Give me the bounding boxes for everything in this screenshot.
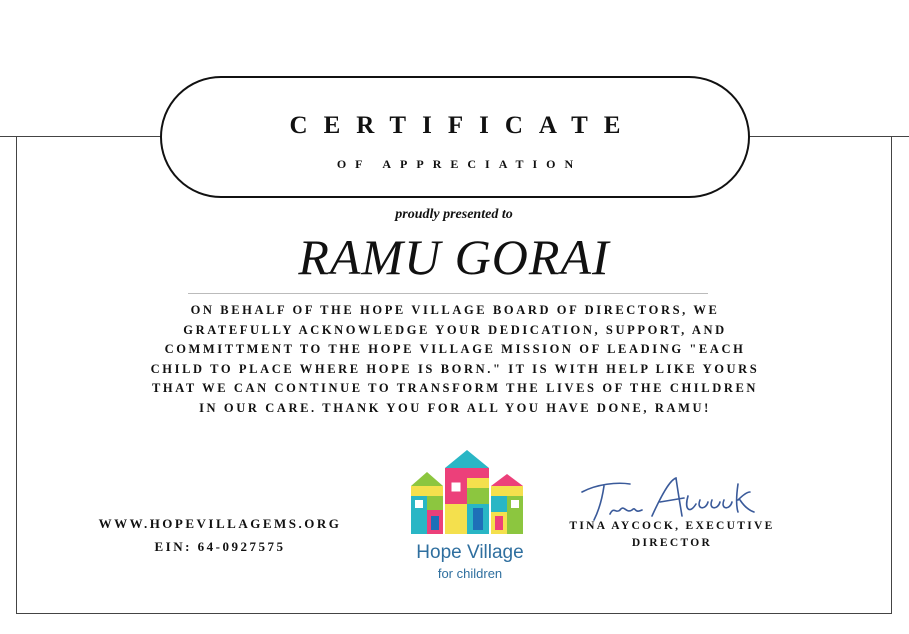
ein-number: EIN: 64-0927575 xyxy=(154,539,286,554)
hope-village-logo xyxy=(405,446,535,591)
appreciation-message: ON BEHALF OF THE HOPE VILLAGE BOARD OF DIRECTORS, WE GRATEFULLY ACKNOWLEDGE YOUR DEDICATION, SUPPORT, AND COMMITTMENT TO THE HOPE VILLAGE MISSION OF LEADING "EACH CHILD TO PLACE WHERE HOPE IS BORN." IT IS WITH HELP LIKE YOURS THAT WE CAN CONTINUE TO TRANSFORM THE LIVES OF THE CHILDREN IN OUR CARE. THANK YOU FOR ALL YOU HAVE DONE, RAMU! xyxy=(150,303,760,415)
logo-name-line1: Hope Village xyxy=(416,542,524,563)
logo-name-line2: for children xyxy=(437,566,503,581)
signer-title xyxy=(552,518,792,552)
signer-name-line1: TINA AYCOCK, EXECUTIVE xyxy=(569,520,775,532)
website-link[interactable]: WWW.HOPEVILLAGEMS.ORG xyxy=(98,516,342,531)
logo-houses-icon xyxy=(411,450,523,534)
recipient-name: RAMU GORAI xyxy=(298,229,610,285)
signer-name-line2: DIRECTOR xyxy=(631,537,713,549)
presented-to-text: proudly presented to xyxy=(395,207,513,222)
certificate-subtitle: OF APPRECIATION xyxy=(336,157,583,171)
name-underline xyxy=(188,293,708,294)
certificate-title: CERTIFICATE xyxy=(289,112,637,139)
